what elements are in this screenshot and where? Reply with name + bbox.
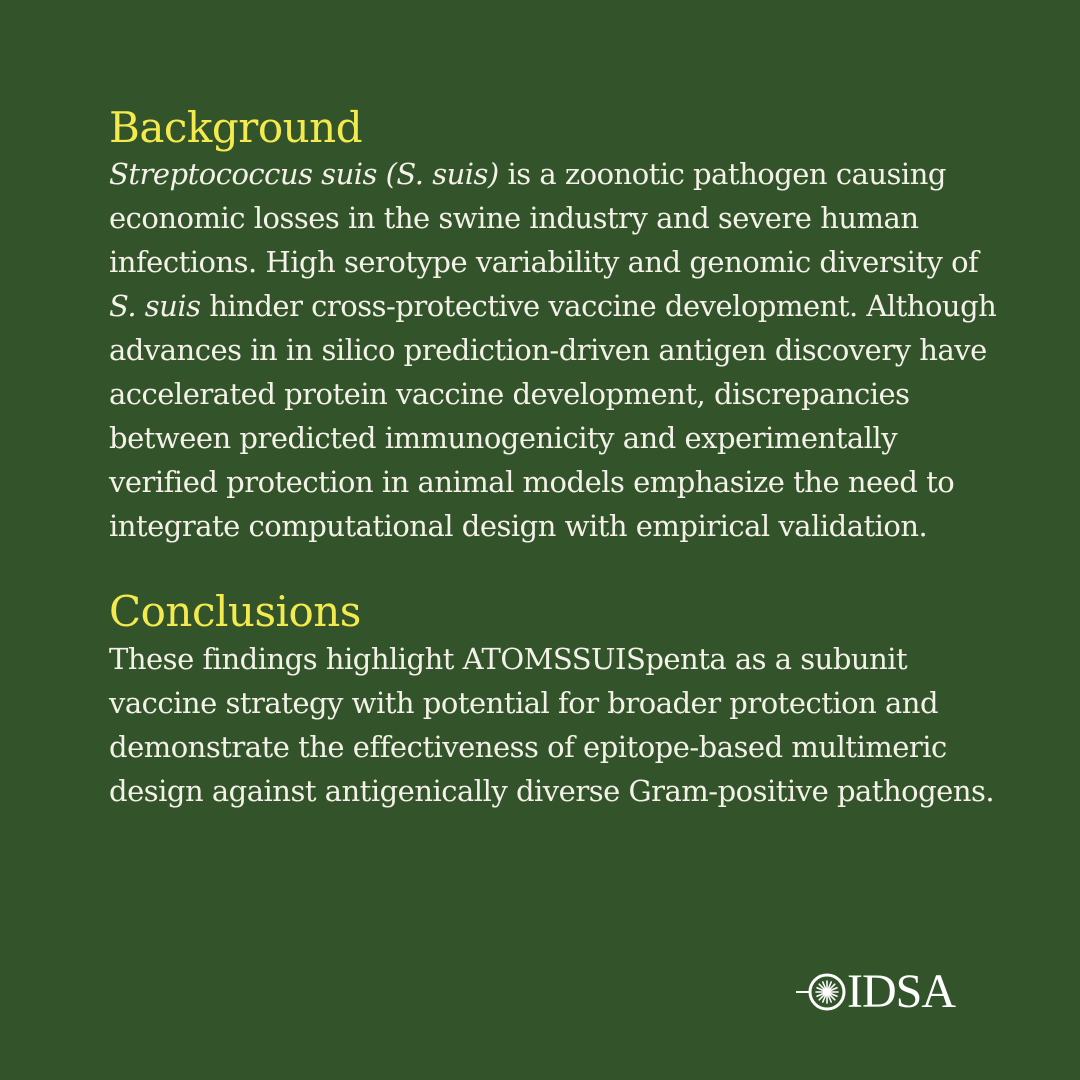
conclusions-section xyxy=(109,588,1009,812)
idsa-logo xyxy=(796,965,956,1018)
background-text-1: is a zoonotic pathogen causing economic losses in the swine industry and severe human infections. High serotype variability and genomic diversity of xyxy=(109,157,979,280)
background-text-2: hinder cross-protective vaccine development. Although advances in in silico prediction-driven antigen discovery have accelerated protein vaccine development, discrepancies between predicted immunogenicity and experimentally verified protection in animal models emphasize the need to integrate computational design with empirical validation. xyxy=(109,289,997,544)
conclusions-paragraph: These findings highlight ATOMSSUISpenta as a subunit vaccine strategy with potential for broader protection and demonstrate the effectiveness of epitope-based multimeric design against antigenically diverse Gram-positive pathogens. xyxy=(109,641,995,808)
background-section xyxy=(109,104,1009,548)
conclusions-heading: Conclusions xyxy=(109,587,361,637)
background-heading: Background xyxy=(109,103,363,152)
logo-text: IDSA xyxy=(847,965,956,1018)
abstract-content xyxy=(109,104,1009,813)
species-name: Streptococcus suis (S. suis) xyxy=(109,157,499,192)
starburst-icon xyxy=(796,968,848,1016)
species-abbrev: S. suis xyxy=(109,289,201,324)
background-paragraph xyxy=(109,152,1009,548)
